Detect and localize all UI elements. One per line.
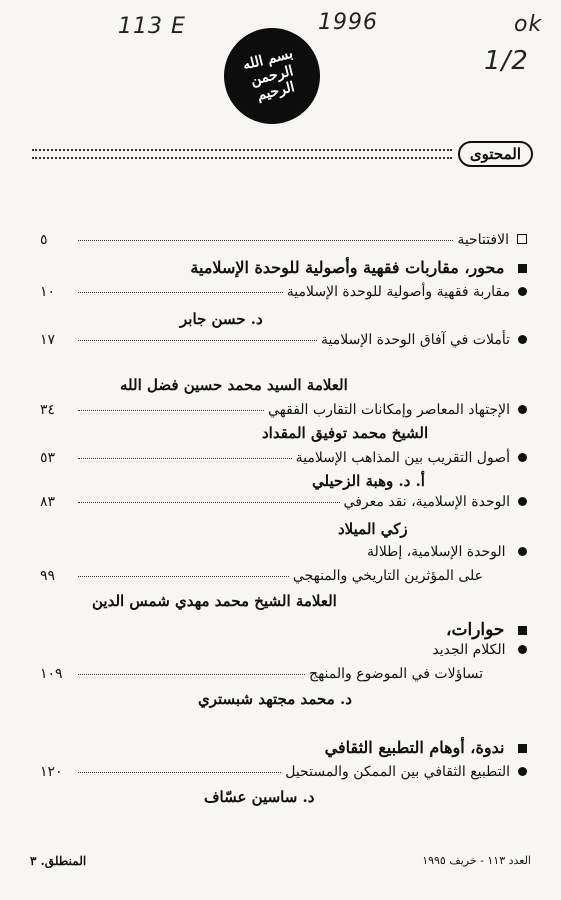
bullet-icon — [518, 547, 527, 556]
toc-entry-label: الإجتهاد المعاصر وإمكانات التقارب الفقهي — [268, 402, 510, 418]
toc-entry-author: د. ساسين عسّاف — [204, 788, 315, 806]
dot-leader — [78, 292, 283, 293]
dot-leader — [78, 410, 264, 411]
toc-entry-label: تساؤلات في الموضوع والمنهج — [309, 666, 483, 682]
toc-entry-page: ٣٤ — [40, 402, 56, 418]
bullet-icon — [518, 767, 527, 776]
toc-entry-label: تأملات في آفاق الوحدة الإسلامية — [321, 332, 510, 348]
handwritten-ok: ok — [514, 12, 543, 37]
footer-issue: العدد ١١٣ - خريف ١٩٩٥ — [422, 854, 531, 867]
filled-square-icon — [518, 264, 527, 273]
dot-leader — [78, 240, 453, 241]
toc-entry-label: الكلام الجديد — [432, 642, 506, 658]
handwritten-code: 113 E — [118, 14, 186, 39]
handwritten-fraction: 1/2 — [484, 46, 529, 76]
basmala-text: بسم الله الرحمن الرحيم — [241, 45, 297, 105]
filled-square-icon — [518, 626, 527, 635]
toc-entry-line1[interactable] — [432, 642, 527, 658]
section-title: حوارات، — [445, 620, 505, 640]
dot-leader — [78, 502, 340, 503]
dot-leader — [78, 340, 317, 341]
toc-entry-author: العلامة الشيخ محمد مهدي شمس الدين — [92, 592, 337, 610]
toc-entry[interactable] — [40, 450, 527, 466]
toc-entry-label: الوحدة الإسلامية، إطلالة — [367, 544, 506, 560]
filled-square-icon — [518, 744, 527, 753]
section-heading-unity — [40, 258, 527, 277]
toc-entry-label: أصول التقريب بين المذاهب الإسلامية — [295, 450, 510, 466]
bullet-icon — [518, 645, 527, 654]
toc-entry-page: ٥ — [40, 232, 48, 248]
toc-entry-author: العلامة السيد محمد حسين فضل الله — [120, 376, 348, 394]
toc-entry[interactable] — [40, 494, 527, 510]
toc-entry-label: الوحدة الإسلامية، نقد معرفي — [343, 494, 510, 510]
bullet-icon — [518, 405, 527, 414]
bullet-icon — [518, 287, 527, 296]
toc-entry-label: على المؤثرين التاريخي والمنهجي — [292, 568, 483, 584]
dot-leader — [78, 576, 289, 577]
toc-entry[interactable] — [40, 666, 527, 682]
toc-entry-page: ١٧ — [40, 332, 56, 348]
toc-entry[interactable] — [40, 764, 527, 780]
bullet-icon — [518, 335, 527, 344]
hollow-square-icon — [517, 234, 527, 244]
dot-leader — [78, 458, 292, 459]
toc-entry-page: ١٢٠ — [40, 764, 63, 780]
toc-entry-author: د. محمد مجتهد شبستري — [198, 690, 352, 708]
contents-title: المحتوى — [458, 141, 533, 167]
toc-entry-page: ٨٣ — [40, 494, 56, 510]
bullet-icon — [518, 497, 527, 506]
toc-entry[interactable] — [40, 332, 527, 348]
dot-leader — [78, 674, 305, 675]
toc-entry-label: التطبيع الثقافي بين الممكن والمستحيل — [285, 764, 510, 780]
toc-entry-line1[interactable] — [367, 544, 527, 560]
basmala-emblem — [214, 18, 330, 134]
toc-entry[interactable] — [40, 402, 527, 418]
toc-entry-page: ١٠ — [40, 284, 56, 300]
section-title: محور، مقاربات فقهية وأصولية للوحدة الإسلامية — [190, 258, 505, 277]
toc-entry-label: مقاربة فقهية وأصولية للوحدة الإسلامية — [286, 284, 510, 300]
handwritten-year: 1996 — [318, 10, 378, 35]
toc-entry-author: زكي الميلاد — [338, 520, 408, 538]
toc-entry-page: ٩٩ — [40, 568, 56, 584]
toc-entry-author: أ. د. وهبة الزحيلي — [312, 472, 425, 490]
toc-entry-author: الشيخ محمد توفيق المقداد — [262, 424, 429, 442]
decorative-dotted-band — [32, 149, 452, 159]
section-heading-seminar — [40, 738, 527, 757]
section-title: ندوة، أوهام التطبيع الثقافي — [324, 738, 505, 757]
dot-leader — [78, 772, 281, 773]
section-heading-interviews — [40, 620, 527, 640]
footer-page-number: المنطلق. ٣ — [30, 854, 87, 868]
toc-entry-page: ١٠٩ — [40, 666, 63, 682]
bullet-icon — [518, 453, 527, 462]
toc-entry[interactable] — [40, 568, 527, 584]
toc-entry[interactable] — [40, 284, 527, 300]
toc-entry-author: د. حسن جابر — [180, 310, 263, 328]
toc-entry-opening[interactable] — [40, 232, 527, 248]
contents-header-band — [32, 146, 533, 162]
toc-entry-page: ٥٣ — [40, 450, 56, 466]
toc-entry-label: الافتتاحية — [457, 232, 509, 248]
